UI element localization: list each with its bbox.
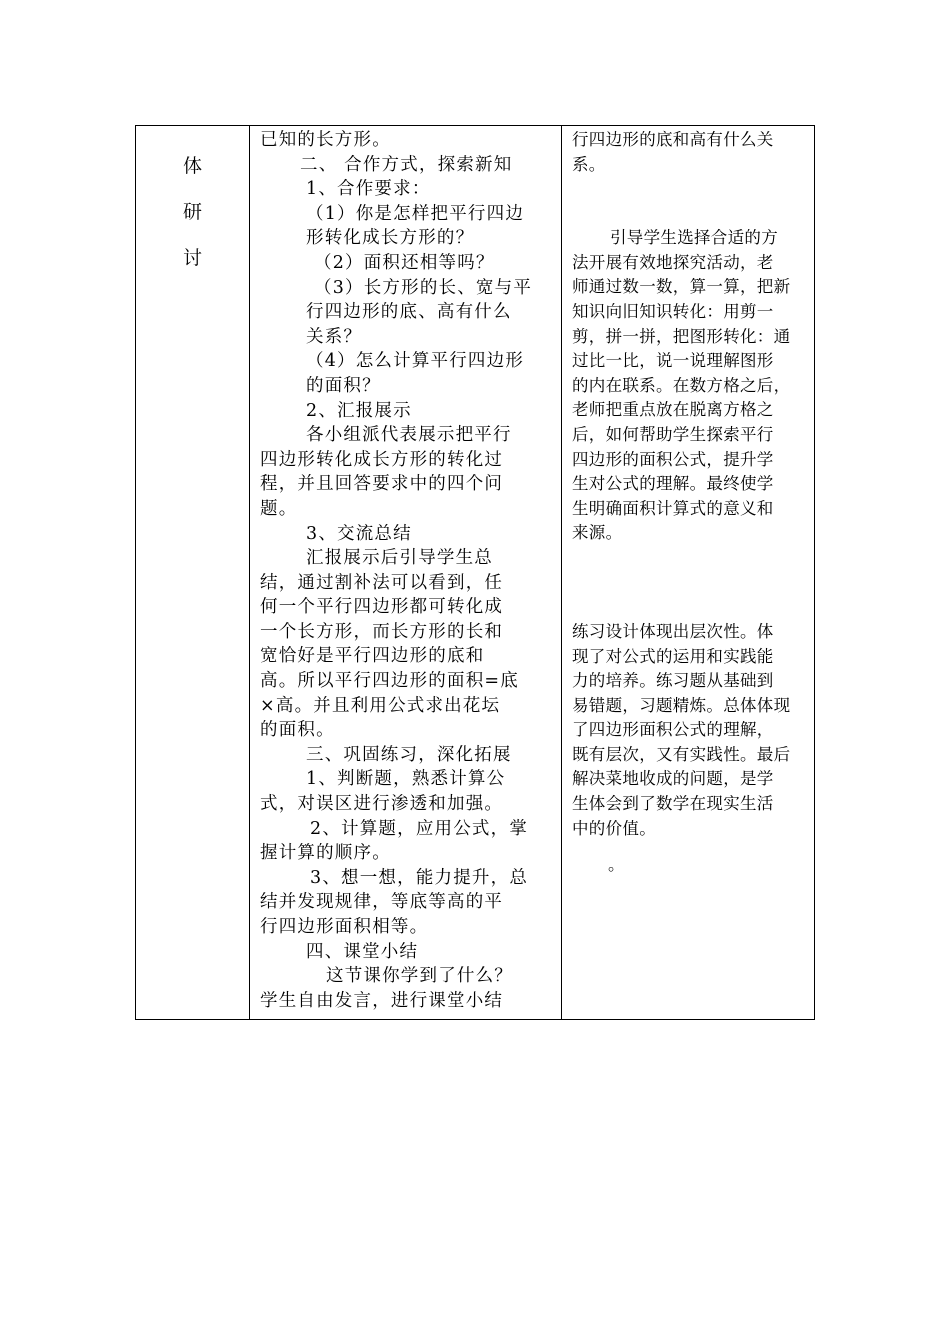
text-line: 1、合作要求： (306, 179, 431, 200)
text-line: 引导学生选择合适的方 (610, 228, 778, 248)
text-line: 中的价值。 (572, 818, 656, 838)
text-line: 二、 合作方式，探索新知 (300, 154, 513, 175)
text-line: 力的培养。练习题从基础到 (572, 671, 774, 691)
text-line: 结，通过割补法可以看到，任 (260, 572, 504, 593)
text-line: 3、交流总结 (306, 523, 412, 544)
text-line: 剪，拼一拼，把图形转化：通 (572, 326, 791, 346)
teaching-process-column (250, 126, 562, 1019)
design-intent-column (562, 126, 814, 1019)
text-line: 四边形的面积公式，提升学 (572, 449, 774, 469)
text-line: 的面积？ (306, 375, 381, 396)
text-line: 1、判断题，熟悉计算公 (306, 769, 506, 790)
text-line: 了四边形面积公式的理解， (572, 720, 774, 740)
lesson-plan-table (135, 125, 815, 1020)
text-line: 汇报展示后引导学生总 (306, 548, 493, 569)
text-line: 行四边形的底、高有什么 (306, 302, 512, 323)
text-line: 3、想一想，能力提升，总 (310, 867, 529, 888)
text-line: 宽恰好是平行四边形的底和 (260, 646, 485, 667)
text-line: 过比一比，说一说理解图形 (572, 351, 774, 371)
text-line: 何一个平行四边形都可转化成 (260, 597, 504, 618)
text-line: 学生自由发言，进行课堂小结 (260, 990, 504, 1011)
text-line: 握计算的顺序。 (260, 843, 391, 864)
text-line: 的面积。 (260, 720, 335, 741)
text-line: 练习设计体现出层次性。体 (572, 621, 774, 641)
text-line: 生明确面积计算式的意义和 (572, 498, 774, 518)
text-line: （4）怎么计算平行四边形 (306, 351, 525, 372)
section-label-char: 讨 (182, 247, 202, 269)
text-line: 式，对误区进行渗透和加强。 (260, 794, 504, 815)
text-line: 三、巩固练习，深化拓展 (306, 744, 512, 765)
text-line: 题。 (260, 498, 298, 519)
text-line: 程，并且回答要求中的四个问 (260, 474, 504, 495)
text-line: 生体会到了数学在现实生活 (572, 794, 774, 814)
text-line: 老师把重点放在脱离方格之 (572, 400, 774, 420)
text-line: 高。所以平行四边形的面积=底 (260, 671, 519, 692)
text-line: 2、汇报展示 (306, 400, 412, 421)
text-line: 一个长方形，而长方形的长和 (260, 621, 504, 642)
text-line: 现了对公式的运用和实践能 (572, 646, 774, 666)
section-label-column (136, 126, 250, 1019)
text-line: 已知的长方形。 (260, 130, 391, 150)
text-line: 关系？ (306, 326, 363, 347)
text-line: 行四边形面积相等。 (260, 917, 429, 937)
text-line: 师通过数一数，算一算，把新 (572, 277, 791, 297)
text-line: 这节课你学到了什么？ (326, 966, 513, 987)
text-line: 四边形转化成长方形的转化过 (260, 449, 504, 470)
text-line: 来源。 (572, 523, 623, 543)
text-line: 结并发现规律，等底等高的平 (260, 892, 504, 913)
text-line: （2）面积还相等吗？ (314, 252, 495, 273)
text-line: ×高。并且利用公式求出花坛 (260, 695, 501, 716)
text-line: 行四边形的底和高有什么关 (572, 130, 774, 149)
text-line: 四、课堂小结 (306, 941, 419, 962)
text-line: （3）长方形的长、宽与平 (314, 277, 533, 298)
text-line: 的内在联系。在数方格之后， (572, 375, 791, 395)
text-line: 各小组派代表展示把平行 (306, 425, 512, 446)
text-line: 解决菜地收成的问题，是学 (572, 769, 774, 789)
section-label-char: 体 (182, 155, 202, 177)
text-line: 。 (608, 855, 625, 875)
text-line: 2、计算题，应用公式，掌 (310, 818, 529, 839)
text-line: 易错题，习题精炼。总体体现 (572, 695, 791, 715)
text-line: 生对公式的理解。最终使学 (572, 474, 774, 494)
text-line: 法开展有效地探究活动，老 (572, 252, 774, 272)
text-line: 形转化成长方形的？ (306, 228, 475, 249)
text-line: 系。 (572, 154, 606, 174)
section-label-char: 研 (182, 201, 202, 223)
text-line: 后，如何帮助学生探索平行 (572, 424, 774, 444)
text-line: 知识向旧知识转化：用剪一 (572, 301, 774, 321)
text-line: 既有层次，又有实践性。最后 (572, 744, 791, 764)
text-line: （1）你是怎样把平行四边 (306, 203, 525, 224)
